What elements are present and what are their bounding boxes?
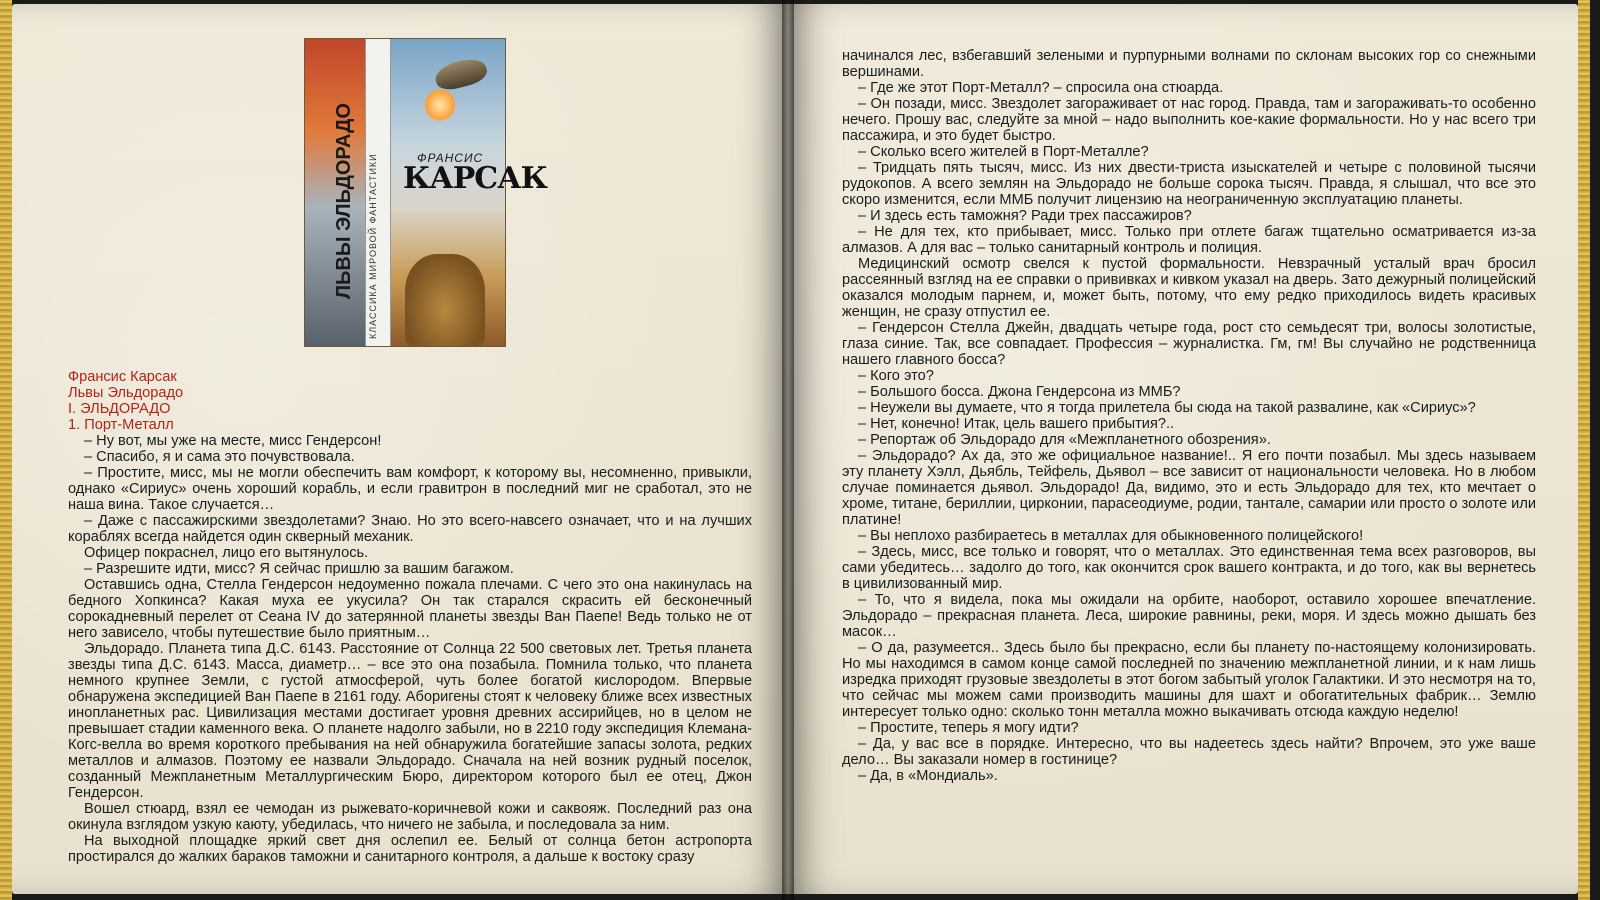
left-page-edge bbox=[0, 0, 12, 900]
paragraph: – Эльдорадо? Ах да, это же официальное название!.. Я его почти позабыл. Мы здесь называем эту планету Хэлл, Дьябль, Тейфель, Дьявол – все зависит от национальности человека. Но в любом случае поминается дьявол. Эльдорадо! Да, видимо, это и есть Эльдорадо для тех, кто мечтает о хроме, титане, бериллии, цирконии, парасеодиуме, родии, тантале, самарии или просто о золоте или платине! bbox=[842, 448, 1536, 528]
paragraph: начинался лес, взбегавший зелеными и пурпурными волнами по склонам высоких гор со снежными вершинами. bbox=[842, 48, 1536, 80]
heading-book-title: Львы Эльдорадо bbox=[68, 385, 184, 401]
paragraph: – Да, в «Мондиаль». bbox=[858, 768, 998, 784]
paragraph: – Кого это? bbox=[858, 368, 934, 384]
cover-engine-flame bbox=[425, 87, 455, 123]
paragraph: – Где же этот Порт-Металл? – спросила она стюарда. bbox=[858, 80, 1224, 96]
paragraph: – Неужели вы думаете, что я тогда прилетела бы сюда на такой развалине, как «Сириус»? bbox=[858, 400, 1476, 416]
paragraph: Вошел стюард, взял ее чемодан из рыжевато-коричневой кожи и саквояж. Последний раз она окинула взглядом узкую каюту, убедилась, что ничего не забыла, и последовала за ним. bbox=[68, 801, 752, 833]
paragraph: На выходной площадке яркий свет дня ослепил ее. Белый от солнца бетон астропорта простирался до жалких бараков таможни и санитарного контроля, а дальше к востоку сразу bbox=[68, 833, 752, 865]
book-spine bbox=[782, 0, 794, 900]
paragraph: – Не для тех, кто прибывает, мисс. Только при отлете багаж тщательно осматривается из-за алмазов. А для вас – только санитарный контроль и полиция. bbox=[842, 224, 1536, 256]
paragraph: – И здесь есть таможня? Ради трех пассажиров? bbox=[858, 208, 1192, 224]
heading-part: I. ЭЛЬДОРАДО bbox=[68, 401, 171, 417]
paragraph: – Спасибо, я и сама это почувствовала. bbox=[84, 449, 355, 465]
paragraph: Эльдорадо. Планета типа Д.С. 6143. Расстояние от Солнца 22 500 световых лет. Третья планета звезды типа Д.С. 6143. Масса, диаметр… – все это она позабыла. Помнила только, что планета немного крупнее Земли, с густой атмосферой, чуть более богатой кислородом. Впервые обнаружена экспедицией Ван Паепе в 2161 году. Аборигены стоят к человеку ближе всех известных инопланетных рас. Цивилизация местами достигает уровня древних ассирийцев, но в целом не превышает стадии каменного века. О планете надолго забыли, но в 2210 году экспедиция Клемана-Когс-велла во время короткого пребывания на ней обнаружила богатейшие запасы золота, редких металлов и алмазов. Поэтому ее назвали Эльдорадо. Сначала на ней возник рудный поселок, созданный Межпланетным Металлургическим Бюро, директором которого был ее отец, Джон Гендерсон. bbox=[68, 641, 752, 801]
heading-author: Франсис Карсак bbox=[68, 369, 177, 385]
paragraph: – Вы неплохо разбираетесь в металлах для обыкновенного полицейского! bbox=[858, 528, 1364, 544]
paragraph: Медицинский осмотр свелся к пустой формальности. Невзрачный усталый врач бросил рассеянный взгляд на ее справки о прививках и кивком указал на дверь. Зато дежурный полицейский оказался молодым парнем, и, может быть, потому, что ему редко приходилось видеть красивых женщин, не сразу отпустил ее. bbox=[842, 256, 1536, 320]
paragraph: – Репортаж об Эльдорадо для «Межпланетного обозрения». bbox=[858, 432, 1271, 448]
paragraph: – Сколько всего жителей в Порт-Металле? bbox=[858, 144, 1149, 160]
cover-lion-figure bbox=[405, 254, 485, 346]
paragraph: – Гендерсон Стелла Джейн, двадцать четыре года, рост сто семьдесят три, волосы золотистые, глаза синие. Так, все совпадает. Профессия – журналистка. Гм, гм! Вы случайно не родственница нашего главного босса? bbox=[842, 320, 1536, 368]
right-page-edge bbox=[1578, 0, 1590, 900]
paragraph: – Большого босса. Джона Гендерсона из ММБ? bbox=[858, 384, 1181, 400]
paragraph: – О да, разумеется.. Здесь было бы прекрасно, если бы планету по-настоящему колонизировать. Но мы находимся в самом конце самой последней по значению межпланетной линии, и к нам лишь изредка приходят грузовые звездолеты в этот богом забытый уголок Галактики. И это несмотря на то, что сейчас мы можем сами производить машины для шахт и обогатительных фабрик… Землю интересует только одно: сколько тонн металла можно выкачивать отсюда каждую неделю! bbox=[842, 640, 1536, 720]
paragraph: – Он позади, мисс. Звездолет загораживает от нас город. Правда, там и загораживать-то особенно нечего. Прошу вас, следуйте за мной – надо выполнить кое-какие формальности. Но у нас всего три пассажира, и это будет быстро. bbox=[842, 96, 1536, 144]
cover-title: ЛЬВЫ ЭЛЬДОРАДО bbox=[333, 103, 355, 299]
heading-chapter: 1. Порт-Металл bbox=[68, 417, 174, 433]
right-page-text bbox=[842, 48, 1536, 784]
book-cover-image bbox=[304, 38, 547, 347]
paragraph: – Тридцать пять тысяч, мисс. Из них двести-триста изыскателей и четыре с половиной тысячи рудокопов. А всего землян на Эльдорадо не больше сорока тысяч. Правда, я слышал, что все это скоро изменится, если ММБ получит лицензию на неограниченную эксплуатацию планеты. bbox=[842, 160, 1536, 208]
cover-author-last: КАРСАК bbox=[403, 161, 547, 196]
paragraph: – Простите, теперь я могу идти? bbox=[858, 720, 1079, 736]
paragraph: – Разрешите идти, мисс? Я сейчас пришлю за вашим багажом. bbox=[84, 561, 514, 577]
paragraph: Офицер покраснел, лицо его вытянулось. bbox=[84, 545, 369, 561]
paragraph: – Нет, конечно! Итак, цель вашего прибытия?.. bbox=[858, 416, 1175, 432]
paragraph: – Здесь, мисс, все только и говорят, что о металлах. Это единственная тема всех разговоров, вы сами убедитесь… задолго до того, как окончится срок вашего контракта, и до того, как вы вернетесь в цивилизованный мир. bbox=[842, 544, 1536, 592]
paragraph: Оставшись одна, Стелла Гендерсон недоуменно пожала плечами. С чего это она накинулась на бедного Хопкинса? Какая муха ее укусила? Он так старался скрасить ей бесконечный сорокадневный перелет от Сеана IV до затерянной планеты звезды Ван Паепе! Ведь только не от него зависело, чтобы путешествие было приятным… bbox=[68, 577, 752, 641]
left-page-text bbox=[68, 369, 752, 865]
paragraph: – Даже с пассажирскими звездолетами? Знаю. Но это всего-навсего означает, что и на лучших кораблях всегда найдется один скверный механик. bbox=[68, 513, 752, 545]
paragraph: – То, что я видела, пока мы ожидали на орбите, наоборот, оставило хорошее впечатление. Эльдорадо – прекрасная планета. Леса, широкие равнины, реки, моря. И здесь можно дышать без масок… bbox=[842, 592, 1536, 640]
cover-series: КЛАССИКА МИРОВОЙ ФАНТАСТИКИ bbox=[368, 153, 378, 339]
cover-author-first: ФРАНСИС bbox=[417, 151, 484, 165]
paragraph: – Простите, мисс, мы не могли обеспечить вам комфорт, к которому вы, несомненно, привыкли, однако «Сириус» очень хороший корабль, и если гравитрон в последний миг не сработал, это не наша вина. Такое случается… bbox=[68, 465, 752, 513]
paragraph: – Ну вот, мы уже на месте, мисс Гендерсон! bbox=[84, 433, 382, 449]
paragraph: – Да, у вас все в порядке. Интересно, что вы надеетесь здесь найти? Впрочем, это уже ваше дело… Вы заказали номер в гостинице? bbox=[842, 736, 1536, 768]
